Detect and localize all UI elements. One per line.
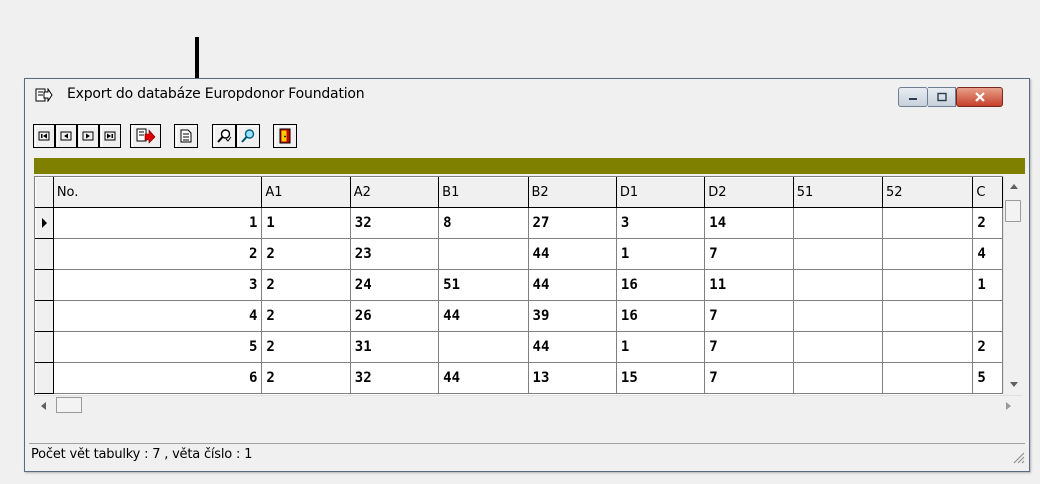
- table-cell[interactable]: 2: [262, 270, 350, 301]
- table-cell[interactable]: 1: [973, 270, 1003, 301]
- table-row[interactable]: [36, 301, 1003, 332]
- table-cell[interactable]: 2: [973, 332, 1003, 363]
- row-indicator-header: [36, 178, 54, 208]
- column-header[interactable]: B2: [528, 178, 616, 208]
- scroll-up-icon[interactable]: [1010, 184, 1018, 189]
- document-icon: [180, 129, 192, 143]
- table-cell[interactable]: 16: [616, 270, 704, 301]
- table-cell[interactable]: 32: [350, 363, 438, 394]
- table-cell[interactable]: 1: [616, 332, 704, 363]
- column-header[interactable]: A2: [350, 178, 438, 208]
- row-indicator[interactable]: [36, 239, 54, 270]
- table-cell[interactable]: 27: [528, 208, 616, 239]
- table-cell[interactable]: 6: [53, 363, 262, 394]
- table-cell[interactable]: [883, 363, 973, 394]
- minimize-button[interactable]: [898, 87, 928, 107]
- toolbar: [29, 124, 429, 152]
- table-cell[interactable]: 16: [616, 301, 704, 332]
- table-cell[interactable]: 1: [262, 208, 350, 239]
- table-cell[interactable]: 3: [616, 208, 704, 239]
- table-cell[interactable]: [793, 239, 882, 270]
- row-indicator[interactable]: [36, 332, 54, 363]
- row-indicator[interactable]: [36, 270, 54, 301]
- maximize-icon: [937, 93, 947, 102]
- close-icon: [974, 92, 986, 102]
- table-cell[interactable]: 44: [439, 363, 528, 394]
- table-cell[interactable]: [793, 208, 882, 239]
- table-cell[interactable]: [883, 208, 973, 239]
- status-text: Počet vět tabulky : 7 , věta číslo : 1: [31, 447, 253, 462]
- table-cell[interactable]: 1: [616, 239, 704, 270]
- maximize-button[interactable]: [928, 87, 956, 107]
- table-cell[interactable]: 15: [616, 363, 704, 394]
- column-header[interactable]: D2: [705, 178, 793, 208]
- table-cell[interactable]: 2: [262, 332, 350, 363]
- row-indicator[interactable]: [36, 301, 54, 332]
- table-cell[interactable]: [883, 270, 973, 301]
- export-window: [24, 78, 1030, 472]
- table-cell[interactable]: [793, 270, 882, 301]
- column-header[interactable]: C: [973, 178, 1003, 208]
- current-row-pointer-icon: [39, 217, 49, 229]
- table-row[interactable]: [36, 363, 1003, 394]
- table-cell[interactable]: 2: [262, 363, 350, 394]
- table-cell[interactable]: 24: [350, 270, 438, 301]
- table-cell[interactable]: 7: [705, 363, 793, 394]
- table-cell[interactable]: [973, 301, 1003, 332]
- table-cell[interactable]: 7: [705, 332, 793, 363]
- resize-grip-icon[interactable]: [1011, 450, 1025, 464]
- table-cell[interactable]: 3: [53, 270, 262, 301]
- header-row: [36, 178, 1003, 208]
- table-row[interactable]: [36, 208, 1003, 239]
- prev-record-icon: [60, 131, 72, 141]
- table-cell[interactable]: 14: [705, 208, 793, 239]
- table-cell[interactable]: 5: [53, 332, 262, 363]
- table-cell[interactable]: [883, 301, 973, 332]
- table-cell[interactable]: 44: [528, 332, 616, 363]
- exit-button[interactable]: [273, 124, 297, 148]
- table-row[interactable]: [36, 332, 1003, 363]
- table-cell[interactable]: 51: [439, 270, 528, 301]
- last-record-button[interactable]: [99, 124, 121, 148]
- exit-door-icon: [279, 128, 291, 144]
- row-indicator[interactable]: [36, 208, 54, 239]
- export-button[interactable]: [130, 124, 161, 148]
- prev-record-button[interactable]: [55, 124, 77, 148]
- table-cell[interactable]: 26: [350, 301, 438, 332]
- table-cell[interactable]: 31: [350, 332, 438, 363]
- minimize-icon: [908, 93, 918, 101]
- table-cell[interactable]: [793, 301, 882, 332]
- table-cell[interactable]: 44: [439, 301, 528, 332]
- table-cell[interactable]: 2: [53, 239, 262, 270]
- table-cell[interactable]: 1: [53, 208, 262, 239]
- table-row[interactable]: [36, 270, 1003, 301]
- table-cell[interactable]: 23: [350, 239, 438, 270]
- next-record-icon: [82, 131, 94, 141]
- column-header[interactable]: No.: [53, 178, 262, 208]
- table-cell[interactable]: 13: [528, 363, 616, 394]
- accent-bar: [34, 158, 1025, 174]
- table-cell[interactable]: 5: [973, 363, 1003, 394]
- table-cell[interactable]: 4: [973, 239, 1003, 270]
- table-cell[interactable]: 11: [705, 270, 793, 301]
- status-bar: [29, 443, 1025, 466]
- scroll-right-icon[interactable]: [1006, 402, 1011, 410]
- table-cell[interactable]: 32: [350, 208, 438, 239]
- table-cell[interactable]: 2: [262, 301, 350, 332]
- window-title: Export do databáze Europdonor Foundation: [67, 86, 365, 102]
- column-header[interactable]: B1: [439, 178, 528, 208]
- row-indicator[interactable]: [36, 363, 54, 394]
- search-icon: [216, 128, 232, 144]
- search-next-icon: [240, 128, 256, 144]
- vertical-scrollbar[interactable]: [1003, 176, 1023, 395]
- scroll-down-icon[interactable]: [1010, 382, 1018, 387]
- search-button[interactable]: [212, 124, 236, 148]
- last-record-icon: [104, 131, 116, 141]
- table-cell[interactable]: 4: [53, 301, 262, 332]
- column-header[interactable]: 51: [793, 178, 882, 208]
- table-cell[interactable]: 2: [262, 239, 350, 270]
- first-record-icon: [38, 131, 50, 141]
- column-header[interactable]: A1: [262, 178, 350, 208]
- data-grid[interactable]: [34, 176, 1003, 395]
- table-cell[interactable]: 7: [705, 301, 793, 332]
- table-cell[interactable]: 39: [528, 301, 616, 332]
- horizontal-scrollbar[interactable]: [34, 395, 1022, 415]
- table-cell[interactable]: [793, 332, 882, 363]
- scroll-left-icon[interactable]: [41, 402, 46, 410]
- search-next-button[interactable]: [236, 124, 260, 148]
- export-app-icon: [35, 88, 53, 102]
- table-cell[interactable]: 44: [528, 239, 616, 270]
- table-row[interactable]: [36, 239, 1003, 270]
- next-record-button[interactable]: [77, 124, 99, 148]
- data-table: [35, 177, 1003, 394]
- table-cell[interactable]: [439, 239, 528, 270]
- table-cell[interactable]: 7: [705, 239, 793, 270]
- export-arrow-icon: [136, 128, 156, 144]
- horizontal-scroll-thumb[interactable]: [56, 397, 82, 413]
- table-cell[interactable]: [439, 332, 528, 363]
- document-button[interactable]: [174, 124, 198, 148]
- first-record-button[interactable]: [33, 124, 55, 148]
- table-cell[interactable]: [883, 332, 973, 363]
- title-bar[interactable]: [25, 79, 1029, 109]
- vertical-scroll-thumb[interactable]: [1005, 200, 1021, 222]
- table-cell[interactable]: 44: [528, 270, 616, 301]
- table-cell[interactable]: 8: [439, 208, 528, 239]
- table-cell[interactable]: 2: [973, 208, 1003, 239]
- table-cell[interactable]: [883, 239, 973, 270]
- column-header[interactable]: 52: [883, 178, 973, 208]
- close-button[interactable]: [956, 87, 1003, 107]
- table-cell[interactable]: [793, 363, 882, 394]
- column-header[interactable]: D1: [616, 178, 704, 208]
